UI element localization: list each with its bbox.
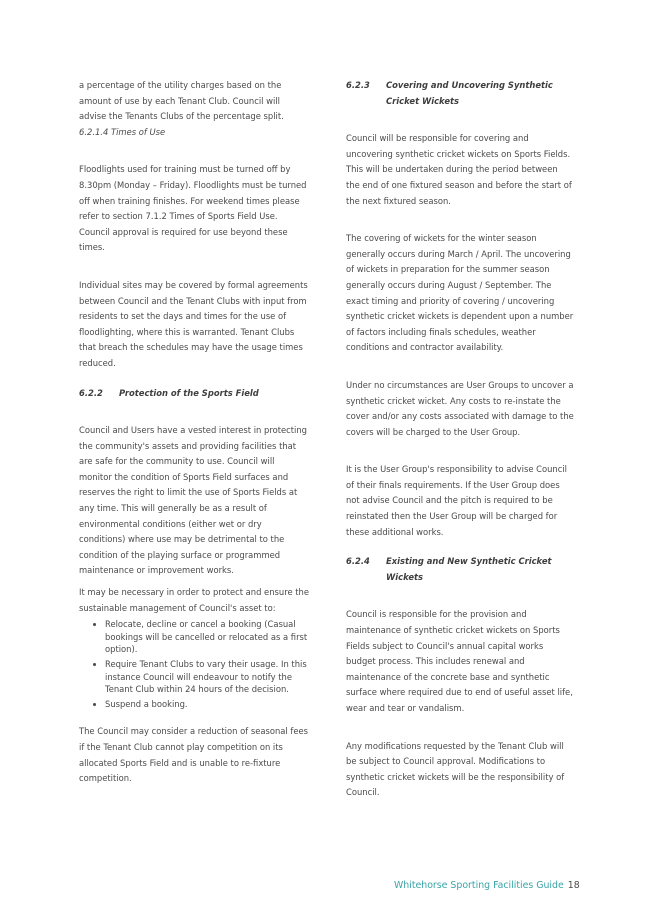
protection-measures-list [79, 618, 309, 710]
section-heading-6-2-4 [346, 554, 574, 585]
section-number: 6.2.3 [346, 80, 370, 90]
section-number: 6.2.4 [346, 556, 370, 567]
times-of-use-paragraph-1: Floodlights used for training must be turned off by 8.30pm (Monday – Friday). Floodlights must be turned off when training finishes. For weekend times please refer to section 7.1.2 Times of Sports Field Use. Council approval is required for use beyond these times. [79, 164, 307, 253]
protection-paragraph-3: The Council may consider a reduction of seasonal fees if the Tenant Club cannot play competition on its allocated Sports Field and is unable to re-fixture competition. [79, 726, 309, 784]
section-heading-6-2-3 [346, 78, 574, 109]
section-title: Protection of the Sports Field [119, 387, 259, 398]
covering-paragraph-4: It is the User Group's responsibility to advise Council of their finals requirements. If the User Group does not advise Council and the pitch is required to be reinstated then the User Group will be charged for these additional works. [346, 464, 567, 537]
page-footer [394, 880, 580, 891]
existing-wickets-paragraph-1: Council is responsible for the provision and maintenance of synthetic cricket wickets on Sports Fields subject to Council's annual capital works budget process. This includes renewal and maintenance of the concrete base and synthetic surface where required due to end of useful asset life, wear and tear or vandalism. [346, 609, 573, 713]
list-item: • Relocate, decline or cancel a booking (Casual bookings will be cancelled or relocated as a first option). [105, 618, 309, 656]
covering-paragraph-1: Council will be responsible for covering and uncovering synthetic cricket wickets on Sports Fields. This will be undertaken during the period between the end of one fixtured season and before the start of the next fixtured season. [346, 133, 572, 206]
section-title: Covering and Uncovering Synthetic Cricket Wickets [386, 80, 553, 106]
left-column [79, 78, 309, 787]
covering-paragraph-3: Under no circumstances are User Groups to uncover a synthetic cricket wicket. Any costs to re-instate the cover and/or any costs associated with damage to the covers will be charged to the User Group. [346, 379, 574, 437]
protection-paragraph-2: It may be necessary in order to protect and ensure the sustainable management of Council's asset to: [79, 587, 310, 613]
right-column [346, 78, 574, 801]
intro-paragraph: a percentage of the utility charges based on the amount of use by each Tenant Club. Council will advise the Tenants Clubs of the percentage split. [79, 80, 284, 122]
page-number: 18 [567, 880, 580, 891]
footer-guide-title: Whitehorse Sporting Facilities Guide [394, 880, 564, 891]
covering-paragraph-2: The covering of wickets for the winter season generally occurs during March / April. The uncovering of wickets in preparation for the summer season generally occurs during August / September. The exact timing and priority of covering / uncovering synthetic cricket wickets is dependent upon a number of factors including finals schedules, weather conditions and contractor availability. [346, 233, 574, 353]
protection-paragraph-1: Council and Users have a vested interest in protecting the community's assets and providing facilities that are safe for the community to use. Council will monitor the condition of Sports Field surfaces and reserves the right to limit the use of Sports Fields at any time. This will generally be as a result of environmental conditions (either wet or dry conditions) where use may be detrimental to the condition of the playing surface or programmed maintenance or improvement works. [79, 425, 307, 576]
list-item: • Suspend a booking. [105, 698, 309, 711]
times-of-use-paragraph-2: Individual sites may be covered by formal agreements between Council and the Tenant Clubs with input from residents to set the days and times for the use of floodlighting, where this is warranted. Tenant Clubs that breach the schedules may have the usage times reduced. [79, 279, 308, 368]
list-item: • Require Tenant Clubs to vary their usage. In this instance Council will endeavour to notify the Tenant Club within 24 hours of the decision. [105, 658, 309, 696]
existing-wickets-paragraph-2: Any modifications requested by the Tenant Club will be subject to Council approval. Modifications to synthetic cricket wickets will be the responsibility of Council. [346, 740, 565, 798]
times-of-use-heading: 6.2.1.4 Times of Use [79, 126, 166, 137]
section-number: 6.2.2 [79, 387, 103, 398]
section-heading-6-2-2 [79, 386, 309, 402]
section-title: Existing and New Synthetic Cricket Wickets [386, 556, 552, 582]
